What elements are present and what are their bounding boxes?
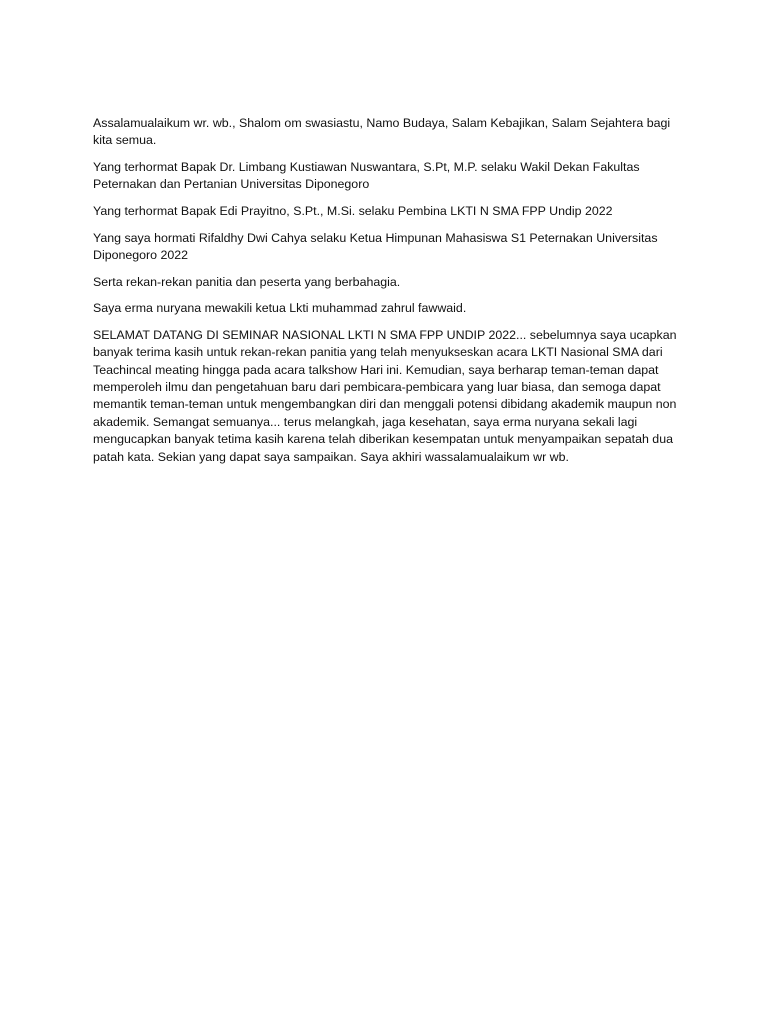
paragraph-honor-vice-dean: Yang terhormat Bapak Dr. Limbang Kustiawan Nuswantara, S.Pt, M.P. selaku Wakil Dekan Fakultas Peternakan dan Pertanian Universitas Diponegoro bbox=[93, 160, 640, 192]
document-body bbox=[93, 115, 679, 475]
paragraph-welcome-speech: SELAMAT DATANG DI SEMINAR NASIONAL LKTI N SMA FPP UNDIP 2022... sebelumnya saya ucapkan banyak terima kasih untuk rekan-rekan panitia yang telah menyukseskan acara LKTI Nasional SMA dari Teachincal meating hingga pada acara talkshow Hari ini. Kemudian, saya berharap teman-teman dapat memperoleh ilmu dan pengetahuan baru dari pembicara-pembicara yang luar biasa, dan semoga dapat memantik teman-teman untuk mengembangkan diri dan menggali potensi dibidang akademik maupun non akademik. Semangat semuanya... terus melangkah, jaga kesehatan, saya erma nuryana sekali lagi mengucapkan banyak tetima kasih karena telah diberikan kesempatan untuk menyampaikan sepatah dua patah kata. Sekian yang dapat saya sampaikan. Saya akhiri wassalamualaikum wr wb. bbox=[93, 327, 677, 464]
paragraph-honor-advisor: Yang terhormat Bapak Edi Prayitno, S.Pt., M.Si. selaku Pembina LKTI N SMA FPP Undip 2022 bbox=[93, 204, 613, 218]
paragraph-greeting: Assalamualaikum wr. wb., Shalom om swasiastu, Namo Budaya, Salam Kebajikan, Salam Sejahtera bagi kita semua. bbox=[93, 116, 671, 148]
paragraph-honor-chair: Yang saya hormati Rifaldhy Dwi Cahya selaku Ketua Himpunan Mahasiswa S1 Peternakan Universitas Diponegoro 2022 bbox=[93, 230, 658, 262]
paragraph-committee: Serta rekan-rekan panitia dan peserta yang berbahagia. bbox=[93, 274, 401, 289]
paragraph-representative: Saya erma nuryana mewakili ketua Lkti muhammad zahrul fawwaid. bbox=[93, 301, 467, 316]
